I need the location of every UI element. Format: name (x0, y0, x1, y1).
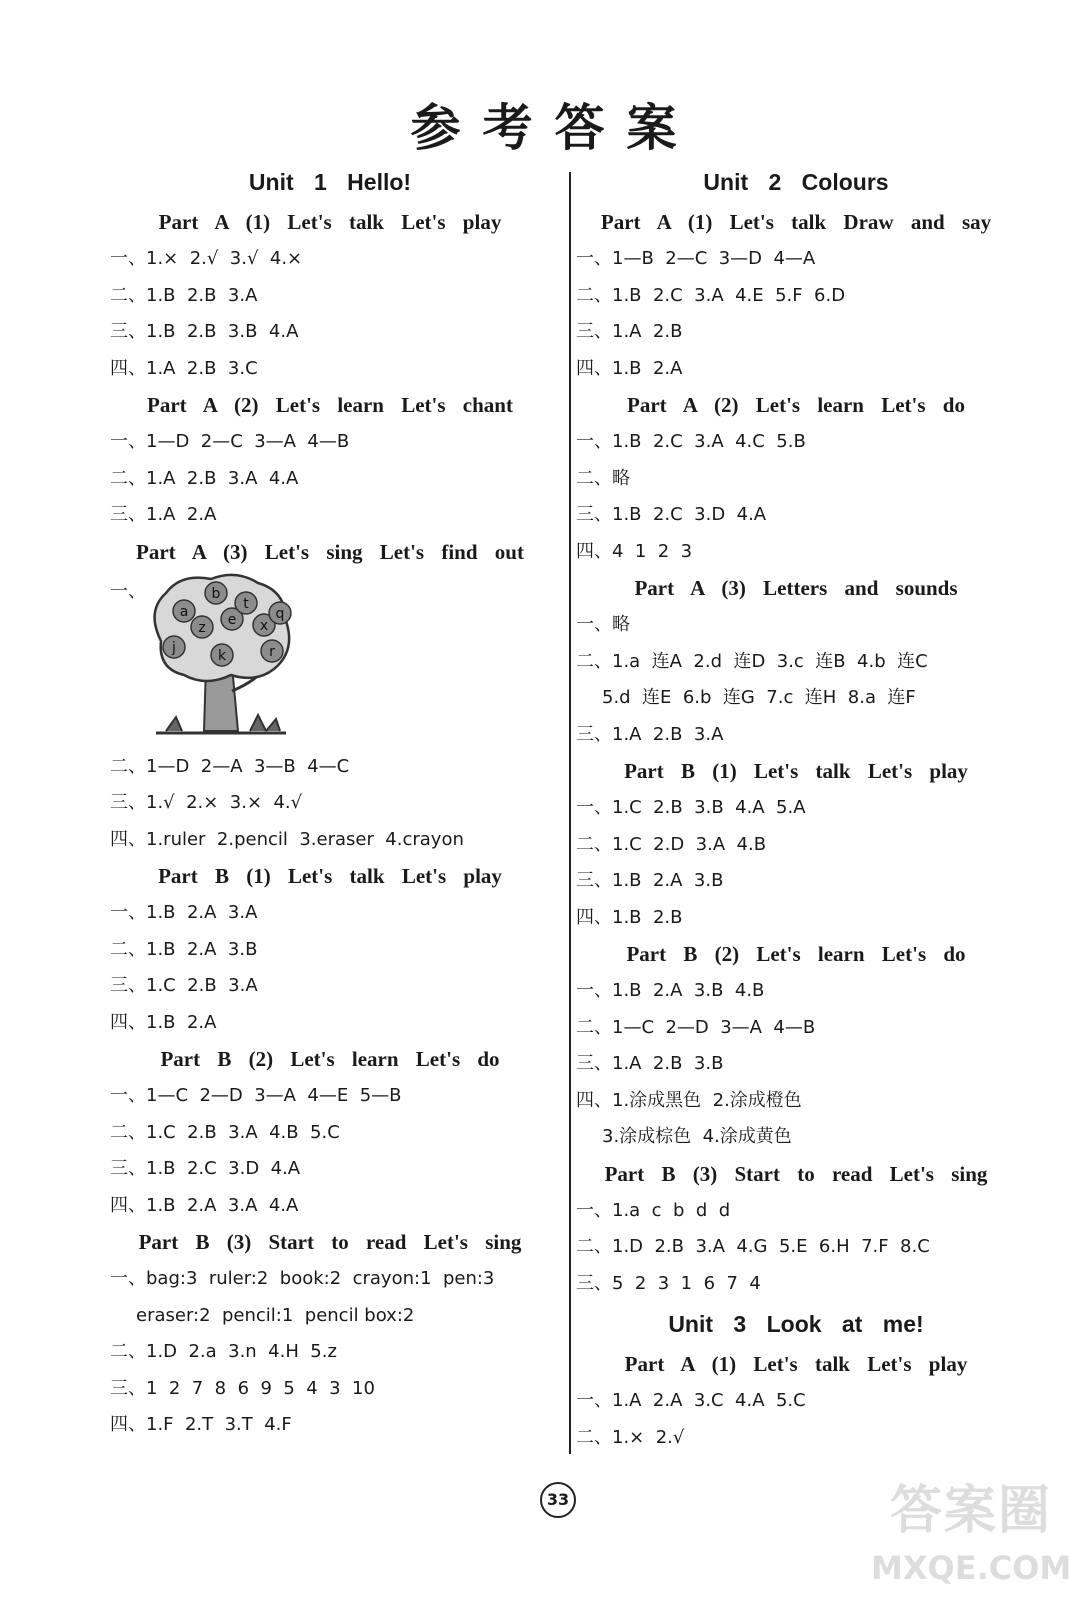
part-heading: Part A (2) Let's learn Let's do (627, 393, 965, 417)
tree-letter: t (243, 595, 249, 612)
apple-icon (163, 636, 185, 658)
tree-letter: j (172, 639, 176, 656)
answer-line: 四、1.F 2.T 3.T 4.F (110, 1414, 292, 1435)
answer-line: 四、1.B 2.A 3.A 4.A (110, 1194, 299, 1216)
answer-line: 三、1.C 2.B 3.A (110, 975, 258, 996)
answer-line: 四、1.涂成黑色 2.涂成橙色 (576, 1089, 802, 1111)
tree-letter: x (259, 617, 269, 634)
answer-line: 二、1—D 2—A 3—B 4—C (110, 755, 350, 777)
answer-line: 三、1.B 2.A 3.B (576, 870, 724, 891)
answer-line: 二、1.a 连A 2.d 连D 3.c 连B 4.b 连C (576, 650, 928, 672)
answer-line: 3.涂成棕色 4.涂成黄色 (602, 1126, 792, 1147)
left-column (110, 160, 550, 1444)
answer-line: 一、1.C 2.B 3.B 4.A 5.A (576, 797, 806, 818)
apple-icon (269, 602, 291, 624)
answer-line: 二、1.C 2.D 3.A 4.B (576, 833, 767, 855)
answer-line: eraser:2 pencil:1 pencil box:2 (136, 1304, 415, 1326)
answer-line: 四、1.B 2.A (576, 357, 683, 379)
answer-line: 一、1.× 2.√ 3.√ 4.× (110, 248, 303, 269)
answer-line: 四、1.A 2.B 3.C (110, 357, 258, 379)
answer-line: 二、1.D 2.B 3.A 4.G 5.E 6.H 7.F 8.C (576, 1236, 930, 1257)
answer-line: 一、1—D 2—C 3—A 4—B (110, 431, 350, 452)
answer-line: 一、1.B 2.A 3.B 4.B (576, 980, 765, 1001)
apple-icon (191, 616, 213, 638)
answer-line: 二、1.× 2.√ (576, 1426, 685, 1448)
tree-letter: z (198, 619, 206, 636)
tree-answer (110, 571, 550, 749)
answer-line: 二、1—C 2—D 3—A 4—B (576, 1016, 816, 1038)
part-heading: Part A (1) Let's talk Let's play (624, 1352, 968, 1376)
answer-line: 一、1—B 2—C 3—D 4—A (576, 248, 816, 269)
answer-line: 二、略 (576, 467, 630, 489)
apple-tree-illustration (146, 571, 296, 743)
answer-line: 四、1.B 2.B (576, 906, 683, 928)
watermark-url: MXQE.COM (871, 1549, 1072, 1587)
unit-heading: Unit 2 Colours (703, 169, 889, 195)
page-title: 参考答案 (410, 99, 699, 157)
part-heading: Part A (2) Let's learn Let's chant (147, 393, 513, 417)
tree-letter: q (275, 605, 285, 622)
unit-heading: Unit 1 Hello! (248, 169, 412, 195)
answer-line: 三、1.A 2.B 3.A (576, 723, 724, 745)
apple-icon (261, 640, 283, 662)
answer-line: 三、1.A 2.B (576, 321, 683, 342)
answer-line: 三、1.B 2.C 3.D 4.A (576, 504, 767, 525)
part-heading: Part A (1) Let's talk Let's play (158, 210, 502, 234)
tree-letter: b (211, 585, 221, 602)
answer-line: 四、1.B 2.A (110, 1011, 217, 1033)
part-heading: Part A (3) Let's sing Let's find out (136, 539, 524, 564)
answer-line: 二、1.C 2.B 3.A 4.B 5.C (110, 1121, 340, 1143)
answer-line: 一、1.B 2.C 3.A 4.C 5.B (576, 431, 806, 452)
answer-line: 二、1.A 2.B 3.A 4.A (110, 467, 299, 489)
answer-line: 一、1—C 2—D 3—A 4—E 5—B (110, 1085, 402, 1106)
right-column (576, 160, 1016, 1456)
answer-line: 一、1.A 2.A 3.C 4.A 5.C (576, 1390, 806, 1411)
answer-line: 二、1.B 2.C 3.A 4.E 5.F 6.D (576, 284, 846, 306)
answer-line: 四、4 1 2 3 (576, 540, 693, 562)
tree-letter: e (227, 611, 237, 628)
answer-line: 三、1.B 2.B 3.B 4.A (110, 321, 299, 342)
answer-line: 三、1 2 7 8 6 9 5 4 3 10 (110, 1377, 375, 1399)
answer-line: 二、1.B 2.A 3.B (110, 938, 258, 960)
part-heading: Part B (2) Let's learn Let's do (626, 942, 966, 966)
answer-line: 一、1.a c b d d (576, 1199, 731, 1221)
column-divider (569, 172, 571, 1454)
answer-line: 三、1.√ 2.× 3.× 4.√ (110, 792, 303, 813)
page-number: 33 (540, 1482, 576, 1518)
answer-line: 三、1.A 2.A (110, 504, 217, 525)
tree-letter: k (217, 647, 227, 664)
watermark-logo: 答案圈 (889, 1481, 1052, 1541)
watermark (871, 1478, 1071, 1596)
part-heading: Part B (1) Let's talk Let's play (158, 864, 502, 888)
answer-line: 二、1.D 2.a 3.n 4.H 5.z (110, 1341, 337, 1362)
tree-letter: r (269, 643, 275, 660)
apple-icon (235, 592, 257, 614)
part-heading: Part B (3) Start to read Let's sing (138, 1230, 522, 1254)
apple-icon (205, 582, 227, 604)
unit-heading: Unit 3 Look at me! (668, 1311, 924, 1337)
answer-line: 四、1.ruler 2.pencil 3.eraser 4.crayon (110, 828, 464, 850)
answer-line: 一、略 (576, 614, 630, 635)
answer-line: 三、1.B 2.C 3.D 4.A (110, 1158, 301, 1179)
part-heading: Part A (3) Letters and sounds (634, 576, 958, 600)
answer-line: 一、1.B 2.A 3.A (110, 902, 258, 923)
apple-icon (173, 600, 195, 622)
part-heading: Part B (1) Let's talk Let's play (624, 759, 968, 783)
answer-line: 三、1.A 2.B 3.B (576, 1053, 724, 1074)
answer-line: 5.d 连E 6.b 连G 7.c 连H 8.a 连F (602, 687, 916, 708)
answer-line: 一、bag:3 ruler:2 book:2 crayon:1 pen:3 (110, 1268, 495, 1289)
part-heading: Part B (3) Start to read Let's sing (604, 1161, 988, 1186)
part-heading: Part B (2) Let's learn Let's do (160, 1047, 500, 1071)
part-heading: Part A (1) Let's talk Draw and say (600, 210, 992, 234)
apple-icon (211, 644, 233, 666)
answer-line: 二、1.B 2.B 3.A (110, 284, 258, 306)
tree-letter: a (179, 603, 189, 620)
answer-line: 三、5 2 3 1 6 7 4 (576, 1272, 761, 1294)
answer-line: 一、 (110, 580, 146, 602)
